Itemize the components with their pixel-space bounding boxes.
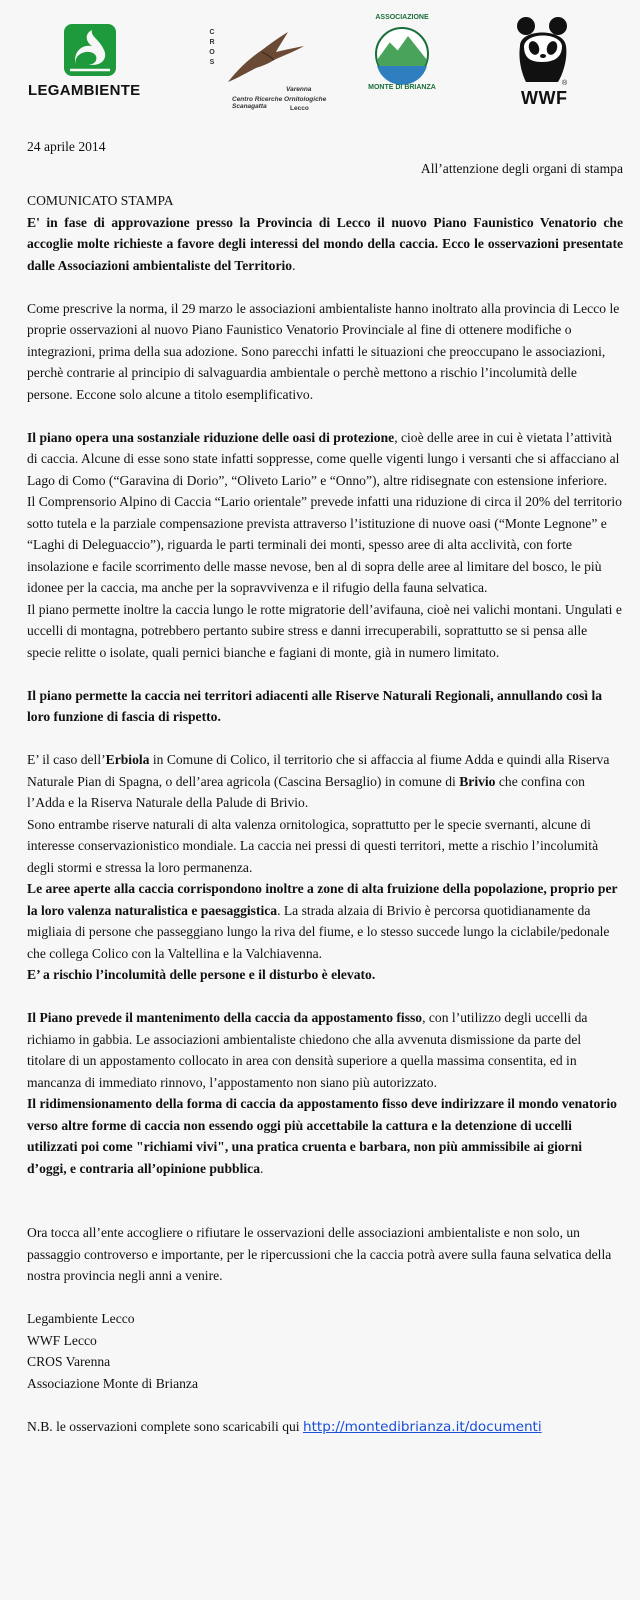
monte-logo-bottom-text: MONTE DI BRIANZA bbox=[368, 84, 436, 91]
signature-line: CROS Varenna bbox=[27, 1354, 111, 1369]
paragraph-7: Sono entrambe riserve naturali di alta valenza ornitologica, soprattutto per le specie svernanti, alcune di interesse conservazionistico mondiale. La caccia nei pressi di questi territori, mette a rischio l’incolumità degli stormi e stressa la loro permanenza. bbox=[27, 816, 599, 875]
press-release bbox=[27, 136, 623, 1438]
nb-note: N.B. le osservazioni complete sono scaricabili qui http://montedibrianza.it/documenti bbox=[27, 1418, 542, 1435]
legambiente-logo-text: LEGAMBIENTE bbox=[28, 82, 141, 99]
paragraph-10: Il Piano prevede il mantenimento della caccia da appostamento fisso, con l’utilizzo degli uccelli da richiamo in gabbia. Le associazioni ambientaliste chiedono che alla avvenuta dismissione da parte del titolare di un appostamento collocato in area con densità superiore a quella massima consentita, ed in mancanza di immediato rinnovo, l’appostamento non siano più autorizzato. bbox=[27, 1010, 588, 1090]
paragraph-8: Le aree aperte alla caccia corrispondono inoltre a zone di alta fruizione della popolazione, proprio per la loro valenza naturalistica e paesaggistica. La strada alzaia di Brivio è percorsa quotidianamente da migliaia di persone che passeggiano lungo la riva del fiume, e lo stesso succede lungo la ciclabile/pedonale che collega Colico con la Valtellina e la Valchiavenna. bbox=[27, 881, 618, 961]
paragraph-5: Il piano permette la caccia nei territori adiacenti alle Riserve Naturali Regionali, annullando così la loro funzione di fascia di rispetto. bbox=[27, 687, 603, 724]
date: 24 aprile 2014 bbox=[27, 139, 106, 154]
cros-subtitle: Centro Ricerche Ornitologiche Scanagatta bbox=[232, 96, 327, 110]
cros-letters: C R O S bbox=[209, 29, 215, 66]
heading: COMUNICATO STAMPA bbox=[27, 193, 174, 208]
paragraph-2: Il piano opera una sostanziale riduzione delle oasi di protezione, cioè delle aree in cui è vietata l’attività di caccia. Alcune di esse sono state infatti soppresse, come quelle vigenti lungo i versanti che si affacciano al Lago di Como (“Garavina di Dorio”, “Oliveto Lario” e “Onno”), altre ridisegnate con estensione inferiore. bbox=[27, 429, 620, 488]
paragraph-11: Il ridimensionamento della forma di caccia da appostamento fisso deve indirizzare il mondo venatorio verso altre forme di caccia non essendo oggi più accettabile la cattura e la detenzione di uccelli utilizzati poi come "richiami vivi", una pratica cruenta e barbara, non più ammissibile ai giorni d’oggi, e contraria all’opinione pubblica. bbox=[27, 1096, 617, 1176]
paragraph-9: E’ a rischio l’incolumità delle persone e il disturbo è elevato. bbox=[27, 967, 376, 982]
paragraph-6: E’ il caso dell’Erbiola in Comune di Colico, il territorio che si affaccia al fiume Adda e quindi alla Riserva Naturale Pian di Spagna, o dell’area agricola (Cascina Bersaglio) in comune di Brivio che confina con l’Adda e la Riserva Naturale della Palude di Brivio. bbox=[27, 752, 610, 810]
cros-place-lecco: Lecco bbox=[290, 105, 309, 112]
signatures bbox=[27, 1308, 623, 1394]
signature-line: WWF Lecco bbox=[27, 1332, 97, 1348]
intro-paragraph: E' in fase di approvazione presso la Provincia di Lecco il nuovo Piano Faunistico Venatorio che accoglie molte richieste a favore degli interessi del mondo della caccia. Ecco le osservazioni presentate dalle Associazioni ambientaliste del Territorio. bbox=[27, 214, 623, 273]
wwf-panda-icon bbox=[512, 16, 574, 84]
logo-header bbox=[0, 0, 640, 115]
cros-place-varenna: Varenna bbox=[286, 86, 312, 93]
cros-bird-icon bbox=[222, 24, 310, 84]
documents-link[interactable]: http://montedibrianza.it/documenti bbox=[302, 1418, 542, 1435]
signature-line: Associazione Monte di Brianza bbox=[27, 1375, 199, 1391]
signature-line: Legambiente Lecco bbox=[27, 1311, 135, 1326]
legambiente-swan-icon bbox=[62, 22, 118, 78]
wwf-registered-mark: ® bbox=[562, 80, 568, 87]
monte-logo-top-text: ASSOCIAZIONE bbox=[375, 14, 429, 21]
paragraph-4: Il piano permette inoltre la caccia lungo le rotte migratorie dell’avifauna, cioè nei valichi montani. Ungulati e uccelli di montagna, potrebbero pertanto subire stress e danni irrecuperabili, soprattutto se si pensa alle specie relitte o isolate, quali pernici bianche e fagiani di monte, già in numero limitato. bbox=[27, 601, 622, 660]
paragraph-1: Come prescrive la norma, il 29 marzo le associazioni ambientaliste hanno inoltrato alla provincia di Lecco le proprie osservazioni al nuovo Piano Faunistico Venatorio Provinciale al fine di ottenere modifiche o integrazioni, prima della sua adozione. Sono parecchi infatti le situazioni che preoccupano le associazioni, perchè contrarie al principio di salvaguardia ambientale o perchè mettono a rischio l’incolumità delle persone. Eccone solo alcune a titolo esemplificativo. bbox=[27, 300, 620, 402]
paragraph-12: Ora tocca all’ente accogliere o rifiutare le osservazioni delle associazioni ambientaliste e non solo, un passaggio controverso e importante, per le ripercussioni che la caccia potrà avere sulla fauna selvatica della nostra provincia negli anni a venire. bbox=[27, 1225, 612, 1283]
paragraph-3: Il Comprensorio Alpino di Caccia “Lario orientale” prevede infatti una riduzione di circa il 20% del territorio sotto tutela e la parziale compensazione prevista attraverso l’istituzione di nuove oasi (“Monte Legnone” e “Laghi di Deleguaccio”), riguarda le parti terminali dei monti, spesso aree di alta acclività, con forte insolazione e facile scorrimento delle masse nevose, ben al di sopra delle aree al limitare del bosco, le più idonee per la caccia, ma anche per la sopravvivenza e il rifugio della fauna selvatica. bbox=[27, 494, 622, 595]
attention-line: All’attenzione degli organi di stampa bbox=[420, 160, 623, 176]
wwf-logo-text: WWF bbox=[521, 88, 568, 108]
